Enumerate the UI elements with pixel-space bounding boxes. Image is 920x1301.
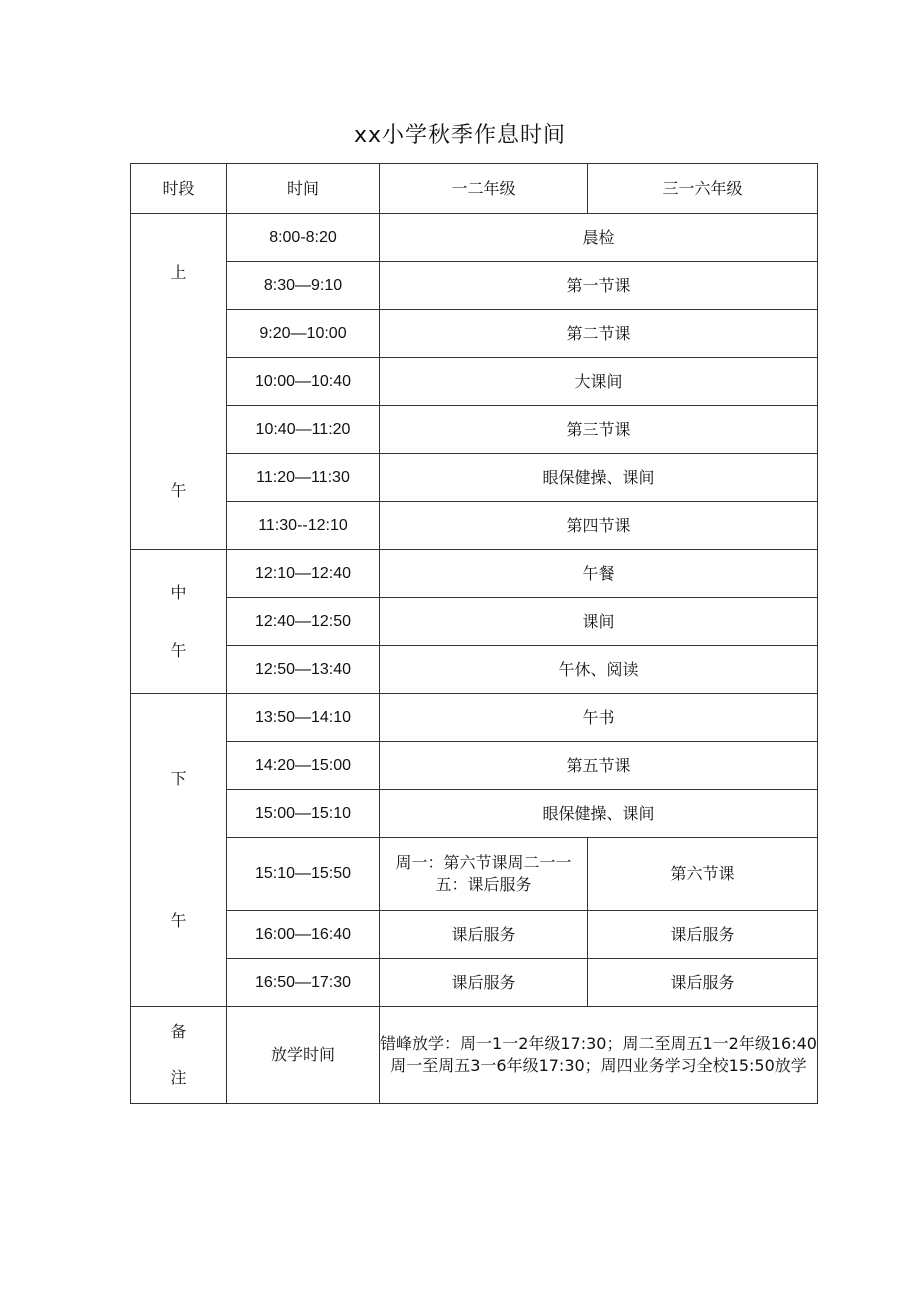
period-afternoon (131, 694, 227, 1007)
time-cell: 16:00—16:40 (227, 911, 380, 959)
period-noon-char-1: 中 (170, 582, 187, 602)
activity-cell: 课间 (380, 598, 818, 646)
time-cell: 9:20—10:00 (227, 310, 380, 358)
period-remark (131, 1007, 227, 1104)
header-period: 时段 (131, 164, 227, 214)
time-cell: 15:00—15:10 (227, 790, 380, 838)
table-row (131, 838, 818, 911)
header-row (131, 164, 818, 214)
schedule-table (130, 163, 818, 1104)
grade-3-6-cell: 第六节课 (588, 838, 818, 911)
grade-1-2-cell: 周一：第六节课周二一一五：课后服务 (380, 838, 588, 911)
activity-cell: 午书 (380, 694, 818, 742)
time-cell: 14:20—15:00 (227, 742, 380, 790)
remark-time-cell: 放学时间 (227, 1007, 380, 1104)
period-morning (131, 214, 227, 550)
time-cell: 10:00—10:40 (227, 358, 380, 406)
activity-cell: 第一节课 (380, 262, 818, 310)
table-row (131, 598, 818, 646)
activity-cell: 第四节课 (380, 502, 818, 550)
period-morning-char-1: 上 (170, 262, 187, 282)
activity-cell: 第二节课 (380, 310, 818, 358)
page-title: xx小学秋季作息时间 (353, 123, 567, 148)
period-afternoon-char-1: 下 (170, 769, 187, 788)
activity-cell: 午餐 (380, 550, 818, 598)
remark-row (131, 1007, 818, 1104)
table-row (131, 214, 818, 262)
activity-cell: 眼保健操、课间 (380, 790, 818, 838)
table-row (131, 310, 818, 358)
time-cell: 10:40—11:20 (227, 406, 380, 454)
activity-cell: 大课间 (380, 358, 818, 406)
period-noon-char-2: 午 (170, 640, 187, 660)
table-row (131, 550, 818, 598)
table-row (131, 790, 818, 838)
period-remark-char-2: 注 (170, 1068, 187, 1087)
time-cell: 11:20—11:30 (227, 454, 380, 502)
time-cell: 12:10—12:40 (227, 550, 380, 598)
table-row (131, 358, 818, 406)
time-cell: 11:30--12:10 (227, 502, 380, 550)
grade-3-6-cell: 课后服务 (588, 959, 818, 1007)
header-grade-1-2: 一二年级 (380, 164, 588, 214)
time-cell: 15:10—15:50 (227, 838, 380, 911)
time-cell: 8:00-8:20 (227, 214, 380, 262)
table-row (131, 502, 818, 550)
activity-cell: 眼保健操、课间 (380, 454, 818, 502)
activity-cell: 晨检 (380, 214, 818, 262)
time-cell: 12:40—12:50 (227, 598, 380, 646)
grade-1-2-cell: 课后服务 (380, 911, 588, 959)
table-row (131, 694, 818, 742)
activity-cell: 第五节课 (380, 742, 818, 790)
table-row (131, 911, 818, 959)
time-cell: 8:30—9:10 (227, 262, 380, 310)
time-cell: 12:50—13:40 (227, 646, 380, 694)
table-row (131, 454, 818, 502)
activity-cell: 午休、阅读 (380, 646, 818, 694)
table-row (131, 742, 818, 790)
table-row (131, 406, 818, 454)
period-remark-char-1: 备 (170, 1022, 187, 1041)
time-cell: 13:50—14:10 (227, 694, 380, 742)
activity-cell: 第三节课 (380, 406, 818, 454)
period-noon (131, 550, 227, 694)
remark-text-cell: 错峰放学：周一1一2年级17:30；周二至周五1一2年级16:40周一至周五3一6年级17:30；周四业务学习全校15:50放学 (380, 1007, 818, 1104)
time-cell: 16:50—17:30 (227, 959, 380, 1007)
grade-1-2-cell: 课后服务 (380, 959, 588, 1007)
header-time: 时间 (227, 164, 380, 214)
period-morning-char-2: 午 (170, 480, 187, 500)
header-grade-3-6: 三一六年级 (588, 164, 818, 214)
period-afternoon-char-2: 午 (170, 911, 187, 930)
table-row (131, 262, 818, 310)
table-row (131, 646, 818, 694)
grade-3-6-cell: 课后服务 (588, 911, 818, 959)
table-row (131, 959, 818, 1007)
